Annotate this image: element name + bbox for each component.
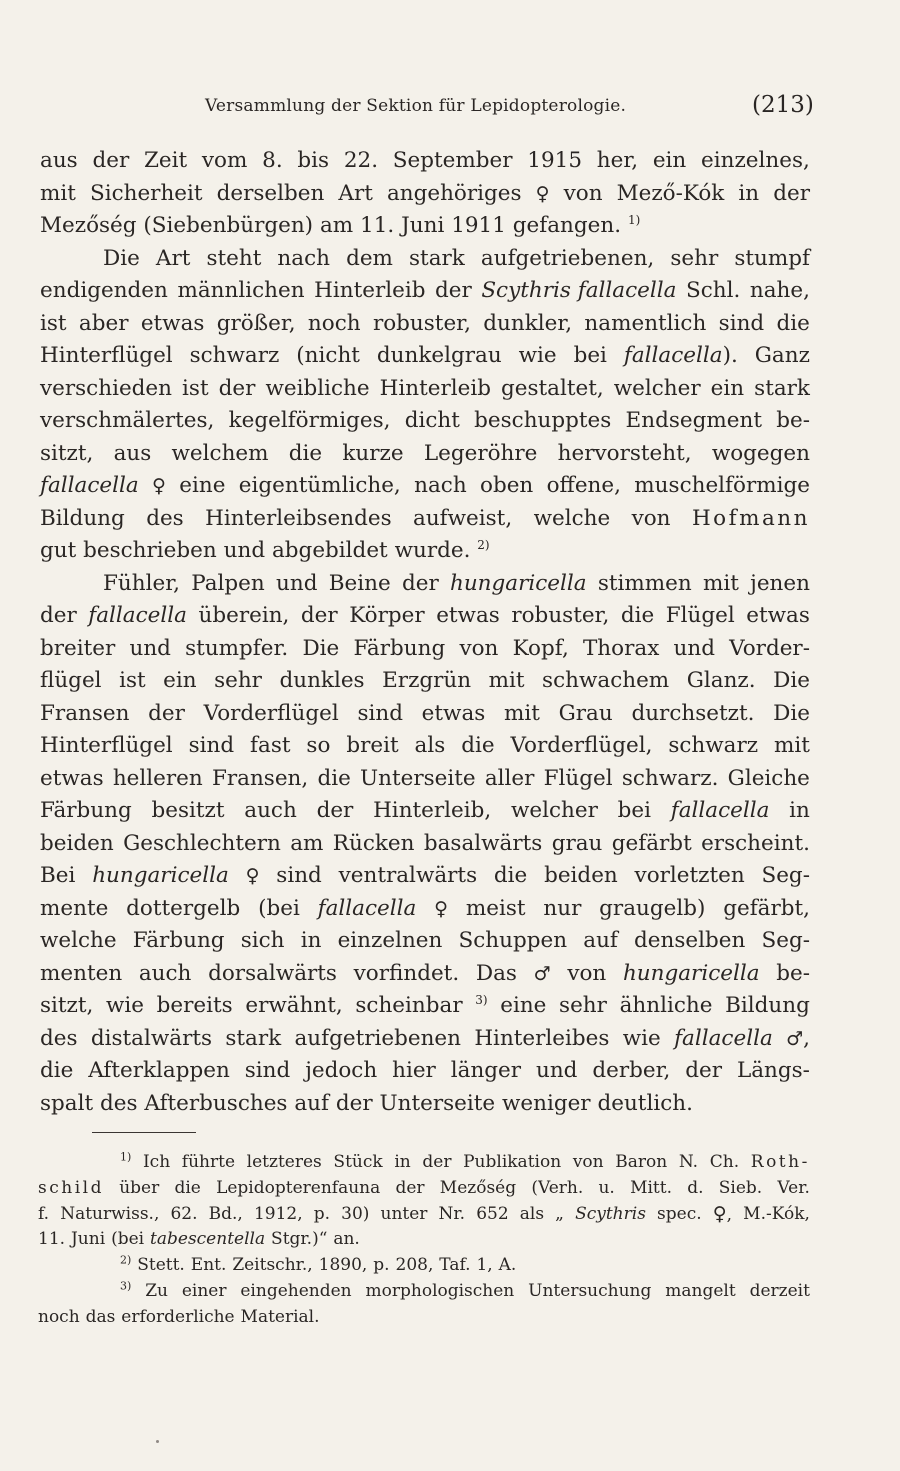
sex-symbol: ♀ [535,182,550,205]
italic-text: fallacella [317,895,417,921]
text-line: mente dottergelb (bei fallacella ♀ meist nur graugelb) gefärbt, [40,895,810,921]
footnote-line: $^{3)}$ Zu einer eingehenden morphologischen Untersuchung mangelt derzeit [120,1279,810,1301]
text-line: des distalwärts stark aufgetriebenen Hinterleibes wie fallacella ♂, [40,1025,810,1051]
footnotes [38,1150,810,1331]
text-line: gut beschrieben und abgebildet wurde. $^{2)}$ [40,537,490,563]
text-line: verschieden ist der weibliche Hinterleib gestaltet, welcher ein stark [40,375,810,401]
text-line: beiden Geschlechtern am Rücken basalwärts grau gefärbt erscheint. [40,830,810,856]
sex-symbol: ♀ [712,1202,727,1225]
text-line: Mezőség (Siebenbürgen) am 11. Juni 1911 gefangen. $^{1)}$ [40,212,641,238]
italic-text: fallacella [88,603,187,628]
text-line: fallacella ♀ eine eigentümliche, nach oben offene, muschelförmige [40,473,810,498]
text-line: Fühler, Palpen und Beine der hungaricella stimmen mit jenen [103,570,810,596]
sex-symbol: ♀ [245,865,260,887]
text-line: die Afterklappen sind jedoch hier länger und derber, der Längs- [40,1058,810,1083]
sex-symbol: ♀ [152,475,166,497]
footnote-ref: 3) [475,992,488,1007]
text-line: mit Sicherheit derselben Art angehöriges ♀ von Mező-Kók in der [40,180,810,206]
italic-text: Scythris fallacella [481,278,677,303]
sex-symbol: ♀ [434,897,449,920]
text-line: aus der Zeit vom 8. bis 22. September 1915 her, ein einzelnes, [40,148,810,173]
italic-text: fallacella [674,1025,773,1051]
body-text [40,145,810,1120]
text-line: Bildung des Hinterleibsendes aufweist, welche von Hofmann [40,505,810,531]
text-line: Färbung besitzt auch der Hinterleib, welcher bei fallacella in [40,798,810,823]
text-line: sitzt, aus welchem die kurze Legeröhre hervorsteht, wogegen [40,440,810,466]
italic-text: Scythris [575,1203,646,1224]
paper-speck [156,1440,159,1443]
footnote-ref: 1) [627,212,641,227]
footnote-divider [92,1132,196,1133]
text-line: Hinterflügel schwarz (nicht dunkelgrau wie bei fallacella). Ganz [40,343,810,368]
text-line: flügel ist ein sehr dunkles Erzgrün mit schwachem Glanz. Die [40,668,810,693]
sex-symbol: ♂ [533,962,551,985]
text-line: Bei hungaricella ♀ sind ventralwärts die beiden vorletzten Seg- [40,863,810,888]
italic-text: tabescentella [150,1229,266,1250]
footnote-marker: 2) [120,1253,132,1267]
running-title: Versammlung der Sektion für Lepidopterologie. [205,96,627,116]
footnote-marker: 3) [120,1279,132,1293]
italic-text: hungaricella [449,570,587,596]
text-line: etwas helleren Fransen, die Unterseite aller Flügel schwarz. Gleiche [40,765,810,791]
running-head [0,92,900,122]
italic-text: fallacella [670,798,770,823]
footnote-line: $^{1)}$ Ich führte letzteres Stück in der Publikation von Baron N. Ch. Roth- [120,1150,810,1172]
text-line: welche Färbung sich in einzelnen Schuppen auf denselben Seg- [40,928,810,953]
footnote-line: 11. Juni (bei tabescentella Stgr.)“ an. [38,1229,360,1250]
spaced-name: Roth- [750,1152,810,1172]
footnote-line: schild über die Lepidopterenfauna der Mezőség (Verh. u. Mitt. d. Sieb. Ver. [38,1177,810,1198]
text-line: breiter und stumpfer. Die Färbung von Kopf, Thorax und Vorder- [40,635,810,661]
text-line: endigenden männlichen Hinterleib der Scythris fallacella Schl. nahe, [40,278,810,303]
text-line: verschmälertes, kegelförmiges, dicht beschupptes Endsegment be- [40,408,810,433]
footnote-ref: 2) [477,537,490,552]
text-line: Hinterflügel sind fast so breit als die Vorderflügel, schwarz mit [40,733,810,758]
sex-symbol: ♂ [786,1027,804,1050]
text-line: Fransen der Vorderflügel sind etwas mit Grau durchsetzt. Die [40,700,810,726]
footnote-line: f. Naturwiss., 62. Bd., 1912, p. 30) unter Nr. 652 als „ Scythris spec. ♀, M.-Kók, [38,1202,810,1225]
text-line: sitzt, wie bereits erwähnt, scheinbar $^{3)}$ eine sehr ähnliche Bildung [40,992,810,1018]
footnote-line: noch das erforderliche Material. [38,1306,320,1327]
text-line: spalt des Afterbusches auf der Unterseite weniger deutlich. [40,1090,693,1116]
text-line: der fallacella überein, der Körper etwas robuster, die Flügel etwas [40,603,810,628]
footnote-marker: 1) [120,1150,132,1164]
page-number: (213) [752,92,814,118]
footnote-line: $^{2)}$ Stett. Ent. Zeitschr., 1890, p. 208, Taf. 1, A. [120,1253,517,1276]
text-line: menten auch dorsalwärts vorfindet. Das ♂ von hungaricella be- [40,960,810,986]
text-line: Die Art steht nach dem stark aufgetriebenen, sehr stumpf [103,245,810,271]
spaced-name: Hofmann [691,505,810,531]
italic-text: hungaricella [622,960,760,986]
italic-text: hungaricella [92,863,229,888]
text-line: ist aber etwas größer, noch robuster, dunkler, namentlich sind die [40,310,810,336]
italic-text: fallacella [40,473,139,498]
spaced-name: schild [38,1177,104,1198]
italic-text: fallacella [623,343,723,368]
